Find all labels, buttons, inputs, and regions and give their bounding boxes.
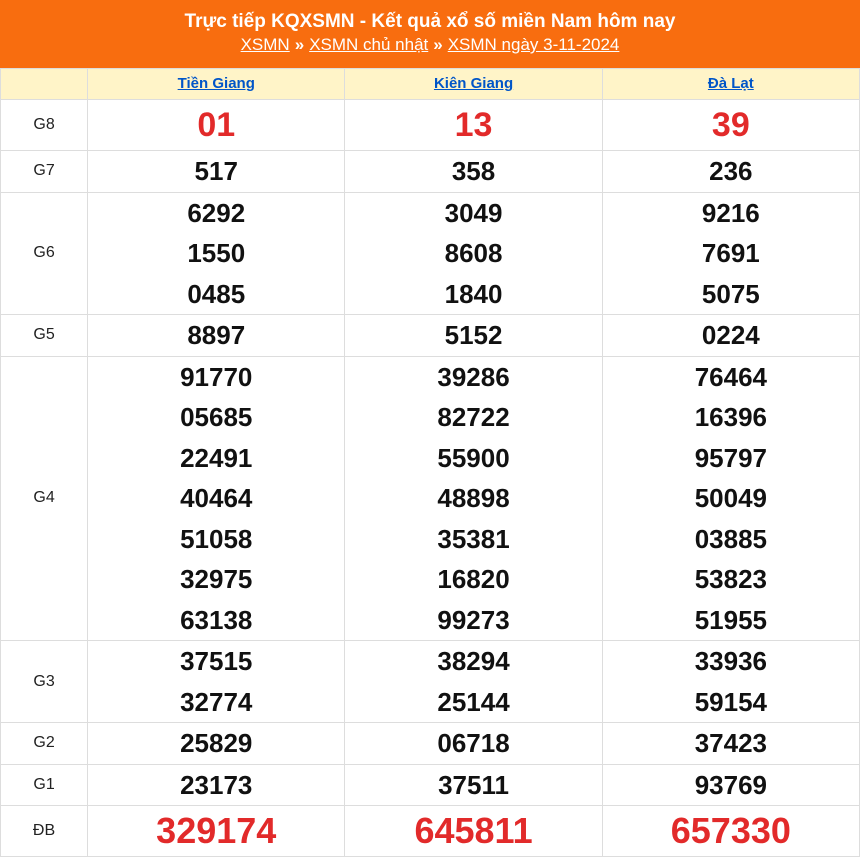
result-number: 48898	[437, 483, 510, 513]
result-number: 95797	[694, 442, 767, 473]
result-cell	[602, 356, 859, 641]
result-number: 1550	[187, 238, 246, 268]
result-number: 645811	[414, 810, 533, 851]
result-cell	[345, 723, 602, 765]
prize-label: G5	[1, 315, 88, 357]
prize-label: ĐB	[1, 806, 88, 857]
result-number: 03885	[694, 523, 767, 554]
result-number: 37423	[694, 728, 767, 758]
breadcrumb-link-xsmn-sunday[interactable]: XSMN chủ nhật	[309, 35, 429, 54]
result-number: 82722	[437, 402, 510, 432]
prize-row	[1, 723, 860, 765]
result-number: 13	[454, 106, 493, 144]
result-cell	[88, 315, 345, 357]
result-number: 99273	[437, 604, 510, 635]
result-number: 517	[194, 156, 238, 186]
province-header-row	[1, 69, 860, 100]
result-cell	[602, 641, 859, 723]
result-cell	[602, 806, 859, 857]
result-number: 39	[711, 106, 750, 144]
result-cell	[345, 806, 602, 857]
breadcrumb-separator: »	[294, 35, 305, 54]
header-blank-cell	[1, 69, 88, 100]
result-number: 16396	[694, 402, 767, 432]
result-number: 25829	[180, 728, 253, 758]
result-cell	[88, 151, 345, 193]
province-header	[602, 69, 859, 100]
prize-row	[1, 806, 860, 857]
result-cell	[345, 192, 602, 315]
result-number: 53823	[694, 564, 767, 594]
result-number: 0485	[187, 278, 246, 309]
result-number: 5152	[444, 320, 503, 350]
result-number: 33936	[694, 646, 767, 676]
result-number: 6292	[187, 197, 246, 228]
result-number: 39286	[437, 361, 510, 392]
result-cell	[88, 806, 345, 857]
result-number: 38294	[437, 646, 510, 676]
result-number: 16820	[437, 564, 510, 594]
result-cell	[88, 641, 345, 723]
province-header	[345, 69, 602, 100]
result-cell	[602, 151, 859, 193]
result-number: 657330	[670, 810, 791, 851]
page-header	[0, 0, 860, 68]
result-number: 51058	[180, 523, 253, 554]
result-number: 22491	[180, 442, 253, 473]
result-number: 51955	[694, 604, 767, 635]
prize-label: G2	[1, 723, 88, 765]
prize-label: G3	[1, 641, 88, 723]
prize-label: G7	[1, 151, 88, 193]
prize-row	[1, 192, 860, 315]
prize-label: G8	[1, 100, 88, 151]
province-link-da-lat[interactable]: Đà Lạt	[707, 75, 754, 92]
province-header	[88, 69, 345, 100]
prize-row	[1, 641, 860, 723]
result-number: 59154	[694, 686, 767, 717]
result-cell	[345, 100, 602, 151]
result-number: 01	[197, 106, 236, 144]
result-number: 55900	[437, 442, 510, 473]
breadcrumb-link-xsmn[interactable]: XSMN	[240, 35, 290, 54]
prize-label: G6	[1, 192, 88, 315]
result-number: 329174	[156, 810, 277, 851]
result-number: 1840	[444, 278, 503, 309]
result-cell	[88, 356, 345, 641]
province-link-kien-giang[interactable]: Kiên Giang	[433, 75, 514, 92]
province-link-tien-giang[interactable]: Tiền Giang	[177, 75, 255, 92]
result-number: 40464	[180, 483, 253, 513]
breadcrumb-link-xsmn-date[interactable]: XSMN ngày 3-11-2024	[447, 35, 620, 54]
prize-label: G1	[1, 764, 88, 806]
result-number: 3049	[444, 197, 503, 228]
result-cell	[602, 723, 859, 765]
result-cell	[602, 100, 859, 151]
result-number: 05685	[180, 402, 253, 432]
result-cell	[345, 764, 602, 806]
result-number: 23173	[180, 769, 253, 800]
result-number: 8608	[444, 238, 503, 268]
result-number: 9216	[701, 197, 760, 228]
result-cell	[345, 641, 602, 723]
result-number: 76464	[694, 361, 767, 392]
prize-row	[1, 151, 860, 193]
result-number: 50049	[694, 483, 767, 513]
result-cell	[345, 151, 602, 193]
page-title: Trực tiếp KQXSMN - Kết quả xổ số miền Nam hôm nay	[184, 11, 676, 32]
prize-row	[1, 764, 860, 806]
result-number: 5075	[701, 278, 760, 309]
breadcrumb-separator: »	[433, 35, 443, 54]
result-cell	[88, 192, 345, 315]
result-number: 7691	[701, 238, 760, 268]
breadcrumb	[0, 34, 860, 56]
result-number: 63138	[180, 604, 253, 635]
result-number: 25144	[437, 686, 510, 717]
result-number: 35381	[437, 523, 510, 554]
result-cell	[345, 356, 602, 641]
result-number: 93769	[694, 769, 767, 800]
prize-row	[1, 315, 860, 357]
result-number: 37511	[438, 769, 509, 800]
result-number: 32774	[180, 686, 253, 717]
result-number: 0224	[701, 320, 760, 350]
result-number: 91770	[180, 361, 253, 392]
result-cell	[602, 315, 859, 357]
result-cell	[602, 764, 859, 806]
result-cell	[345, 315, 602, 357]
result-cell	[88, 100, 345, 151]
result-number: 236	[709, 156, 753, 186]
result-number: 32975	[180, 564, 253, 594]
result-number: 358	[451, 156, 496, 186]
results-table	[0, 68, 860, 857]
prize-row	[1, 356, 860, 641]
result-cell	[88, 764, 345, 806]
result-cell	[88, 723, 345, 765]
result-number: 8897	[187, 320, 246, 350]
prize-label: G4	[1, 356, 88, 641]
prize-row	[1, 100, 860, 151]
result-cell	[602, 192, 859, 315]
result-number: 06718	[437, 728, 510, 758]
result-number: 37515	[180, 646, 253, 676]
